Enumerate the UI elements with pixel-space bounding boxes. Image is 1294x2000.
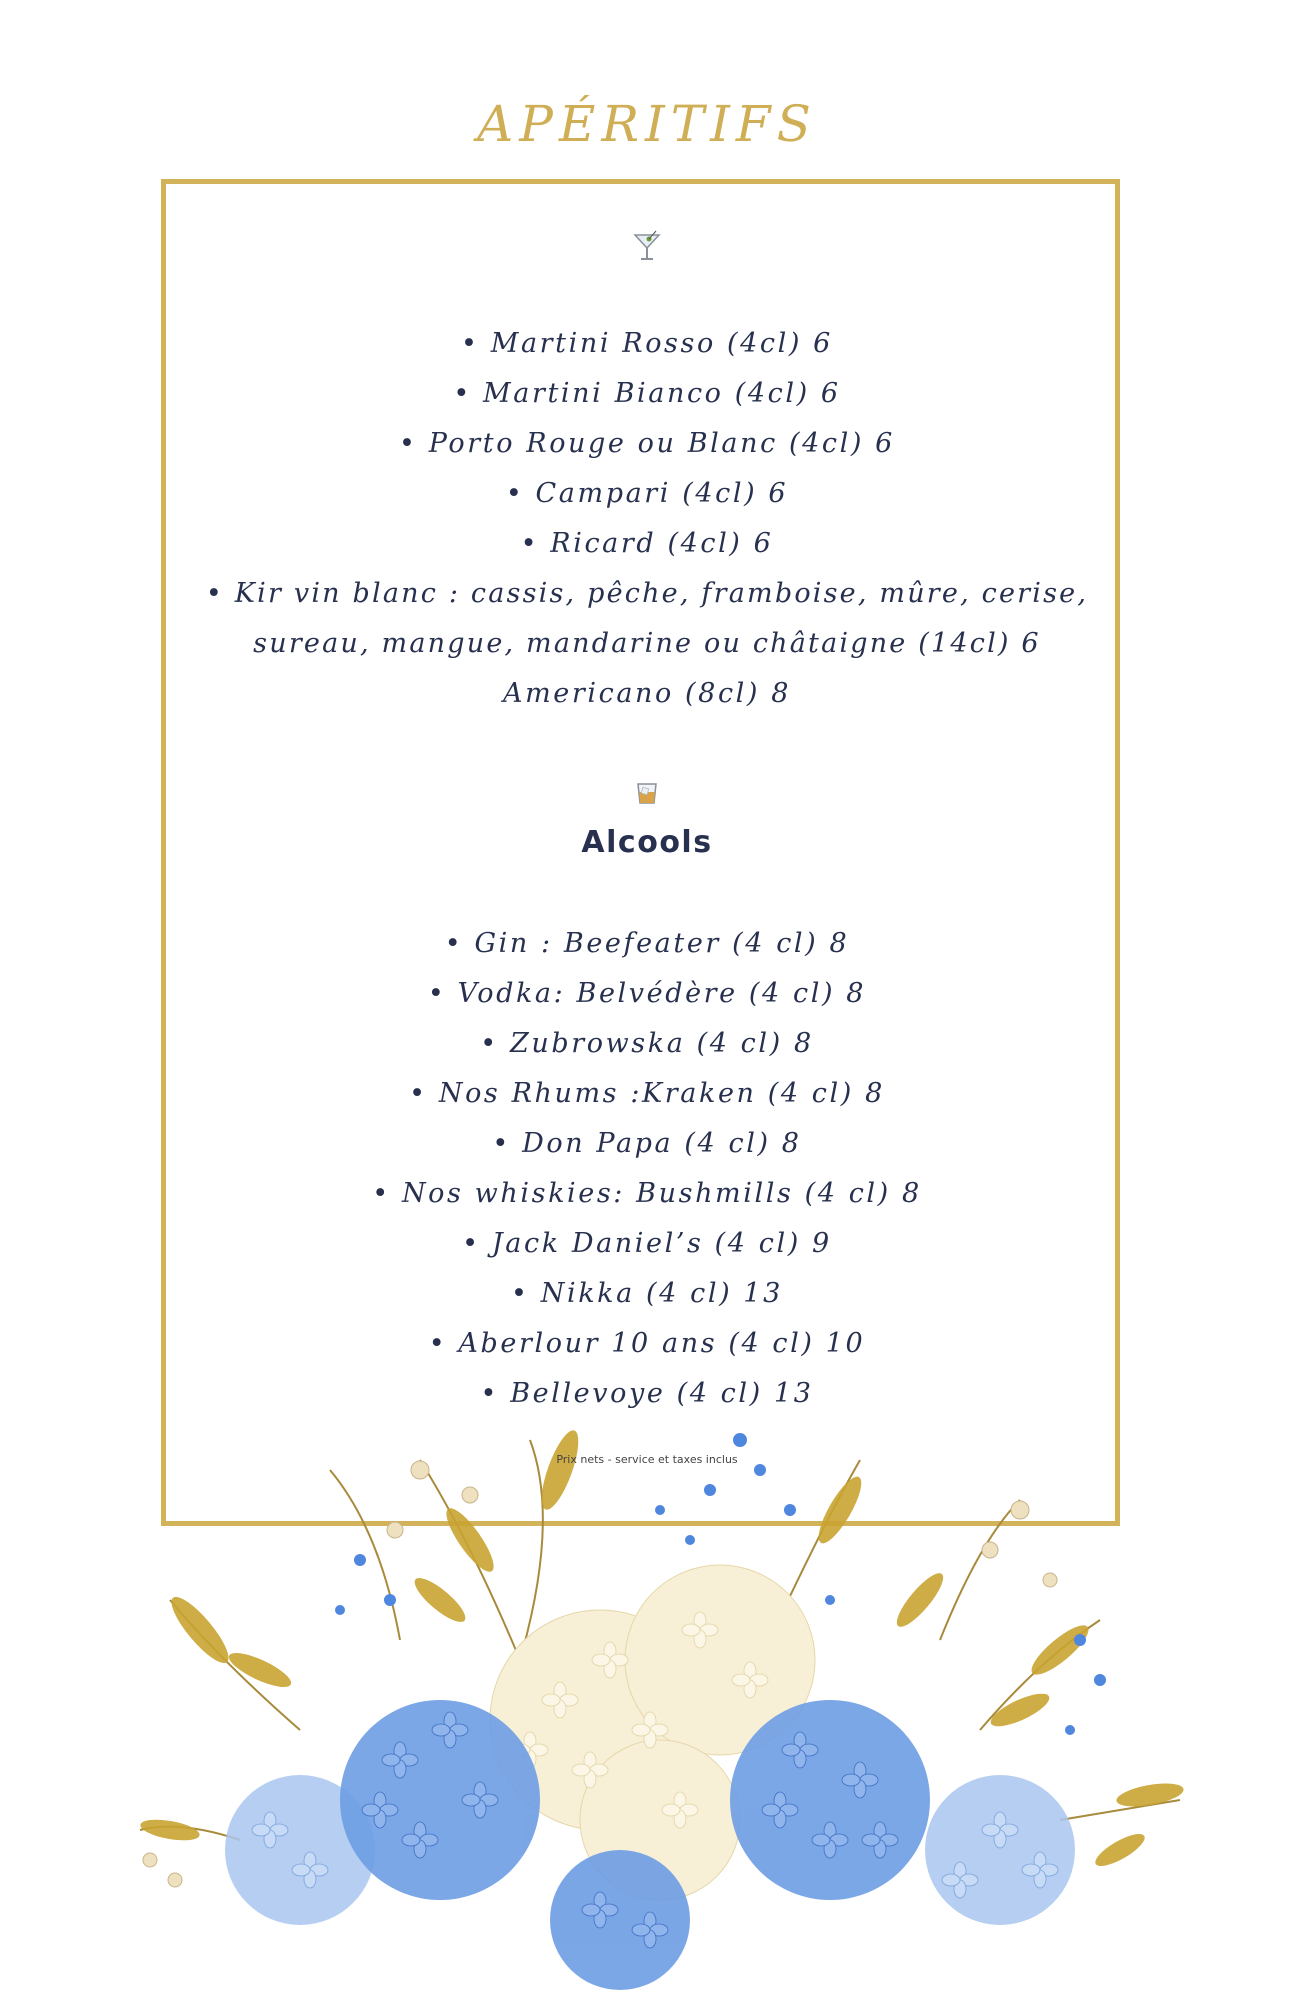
list-item: • Vodka: Belvédère (4 cl) 8 — [427, 978, 867, 1009]
whisky-glass-icon — [0, 780, 1294, 813]
list-item: • Nos Rhums :Kraken (4 cl) 8 — [409, 1078, 885, 1109]
footnote: Prix nets - service et taxes inclus — [556, 1453, 738, 1466]
list-item: • Aberlour 10 ans (4 cl) 10 — [428, 1328, 866, 1359]
aperitifs-list — [0, 319, 1294, 719]
list-item: • Gin : Beefeater (4 cl) 8 — [444, 928, 850, 959]
list-item: • Ricard (4cl) 6 — [520, 528, 774, 559]
list-item: • Porto Rouge ou Blanc (4cl) 6 — [399, 428, 895, 459]
alcools-list — [0, 919, 1294, 1419]
list-item: • Nikka (4 cl) 13 — [511, 1278, 783, 1309]
list-item: • Martini Bianco (4cl) 6 — [453, 378, 841, 409]
list-item: sureau, mangue, mandarine ou châtaigne (14cl) 6 — [253, 628, 1041, 659]
cocktail-icon — [0, 230, 1294, 269]
list-item: Americano (8cl) 8 — [502, 678, 792, 709]
list-item: • Martini Rosso (4cl) 6 — [461, 328, 833, 359]
list-item: • Nos whiskies: Bushmills (4 cl) 8 — [372, 1178, 922, 1209]
list-item: • Campari (4cl) 6 — [505, 478, 789, 509]
alcools-title: Alcools — [581, 825, 713, 860]
floral-bouquet-illustration — [0, 1400, 1294, 2000]
list-item: • Kir vin blanc : cassis, pêche, framboise, mûre, cerise, — [205, 578, 1089, 609]
list-item: • Don Papa (4 cl) 8 — [492, 1128, 802, 1159]
page-title: APÉRITIFS — [477, 95, 817, 153]
list-item: • Bellevoye (4 cl) 13 — [480, 1378, 814, 1409]
list-item: • Zubrowska (4 cl) 8 — [480, 1028, 814, 1059]
list-item: • Jack Daniel’s (4 cl) 9 — [462, 1228, 832, 1259]
